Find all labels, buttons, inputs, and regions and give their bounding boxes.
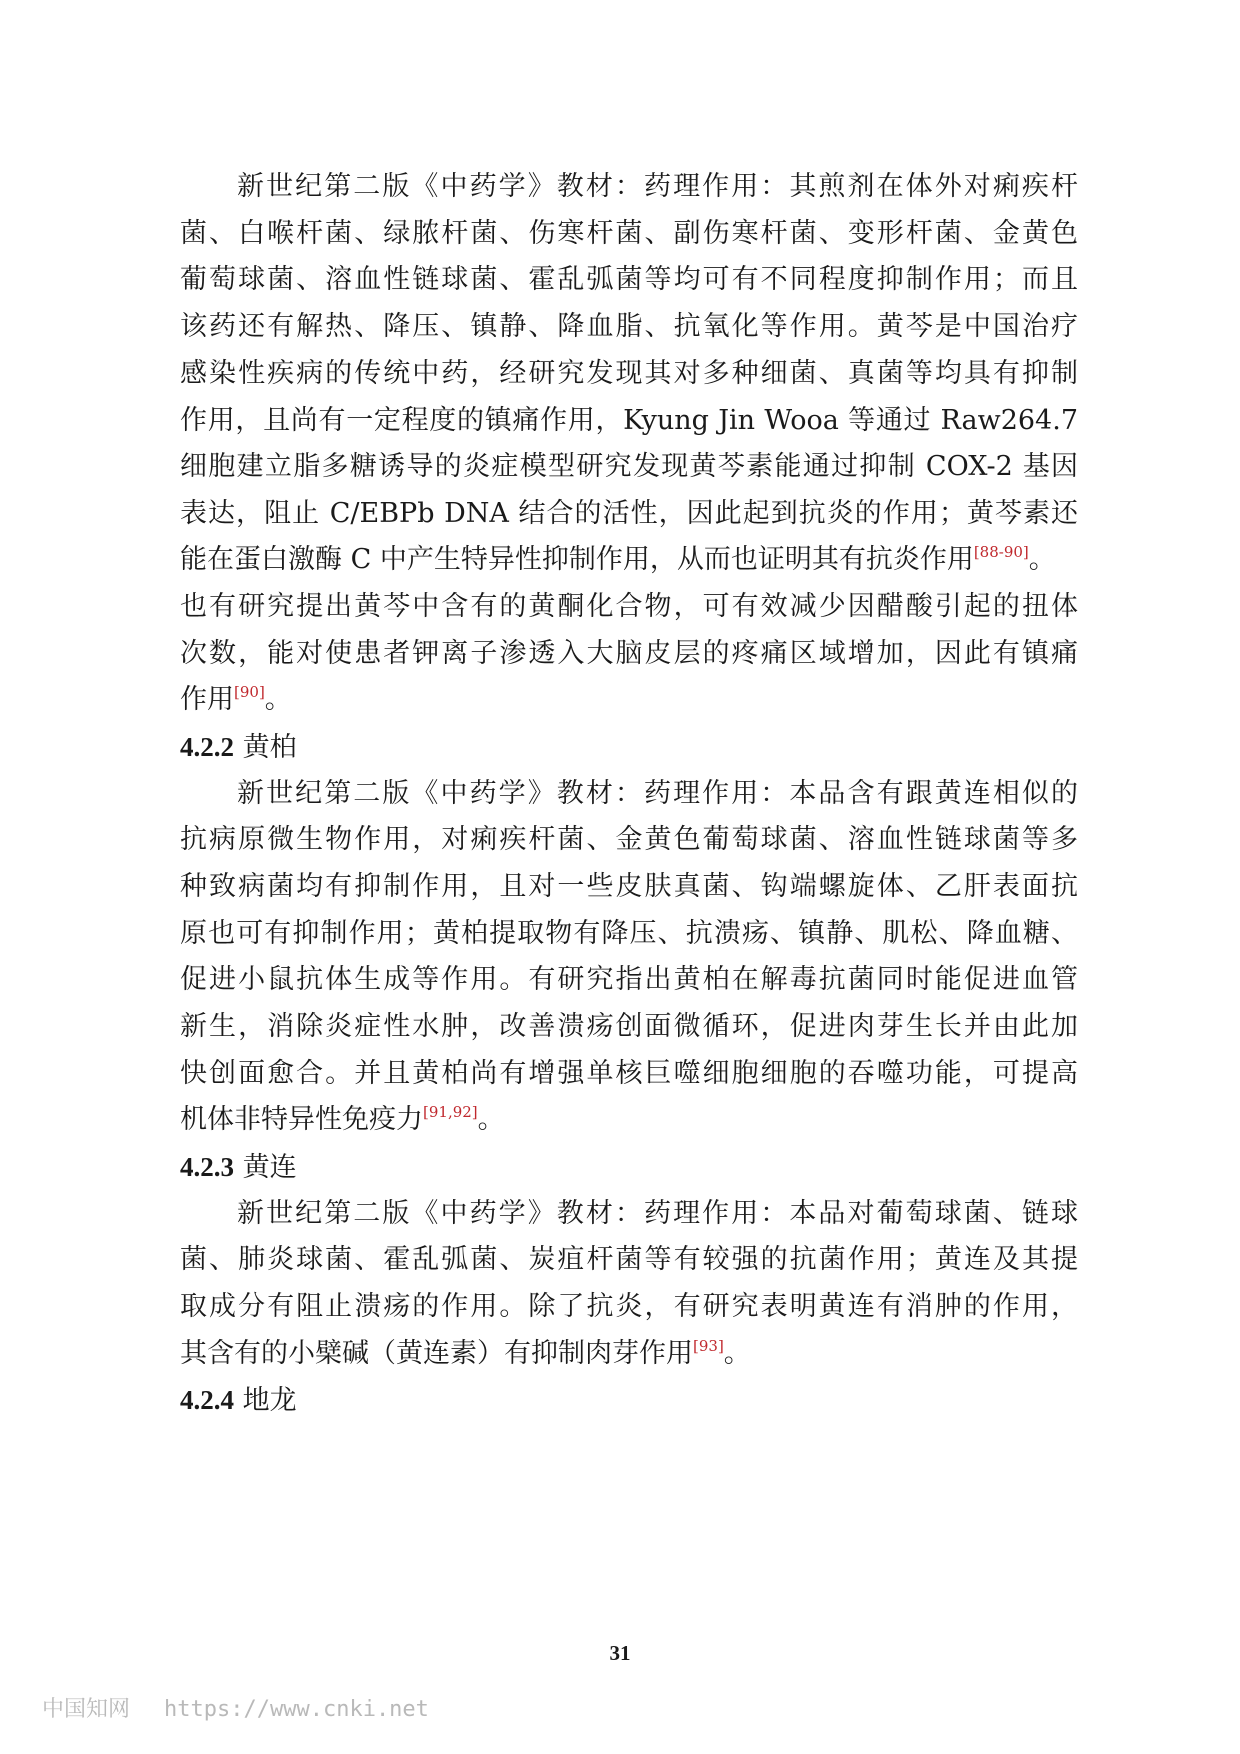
paragraph-line: 抗病原微生物作用，对痢疾杆菌、金黄色葡萄球菌、溶血性链球菌等多	[180, 824, 1078, 855]
paragraph-line: 种致病菌均有抑制作用，且对一些皮肤真菌、钩端螺旋体、乙肝表面抗	[180, 871, 1078, 902]
paragraph-line: 表达，阻止 C/EBPb DNA 结合的活性，因此起到抗炎的作用；黄芩素还	[180, 498, 1078, 529]
paragraph-line	[180, 1102, 1078, 1141]
paragraph-line: 次数，能对使患者钾离子渗透入大脑皮层的疼痛区域增加，因此有镇痛	[180, 638, 1078, 669]
paragraph-line: 快创面愈合。并且黄柏尚有增强单核巨噬细胞细胞的吞噬功能，可提高	[180, 1058, 1078, 1089]
paragraph-line: 新世纪第二版《中药学》教材：药理作用：其煎剂在体外对痢疾杆	[237, 171, 1078, 202]
citation-link[interactable]: [91,92]	[423, 1103, 478, 1121]
paragraph-line	[180, 682, 1078, 721]
watermark-brand: 中国知网	[42, 1697, 131, 1722]
sentence-text: 机体非特异性免疫力	[180, 1104, 423, 1135]
section-heading	[180, 729, 1078, 766]
section-title: 地龙	[242, 1385, 297, 1416]
paragraph-line	[180, 542, 1078, 581]
section-heading	[180, 1382, 1078, 1419]
section-number: 4.2.2	[180, 732, 234, 762]
section-number: 4.2.3	[180, 1152, 234, 1182]
sentence-end: 。	[477, 1104, 505, 1135]
section-heading	[180, 1149, 1078, 1186]
cnki-watermark	[42, 1692, 429, 1723]
sentence-end: 。	[1028, 544, 1056, 575]
sentence-end: 。	[723, 1338, 751, 1369]
citation-link[interactable]: [90]	[234, 683, 265, 701]
section-number: 4.2.4	[180, 1385, 234, 1415]
citation-link[interactable]: [93]	[693, 1337, 724, 1355]
paragraph-line: 原也可有抑制作用；黄柏提取物有降压、抗溃疡、镇静、肌松、降血糖、	[180, 918, 1078, 949]
sentence-end: 。	[264, 684, 292, 715]
section-title: 黄柏	[242, 732, 297, 763]
paragraph-line: 该药还有解热、降压、镇静、降血脂、抗氧化等作用。黄芩是中国治疗	[180, 311, 1078, 342]
paragraph-line: 菌、肺炎球菌、霍乱弧菌、炭疽杆菌等有较强的抗菌作用；黄连及其提	[180, 1244, 1078, 1275]
paragraph-line	[180, 1336, 1078, 1375]
sentence-text: 能在蛋白激酶 C 中产生特异性抑制作用，从而也证明其有抗炎作用	[180, 544, 974, 575]
page-number: 31	[609, 1641, 631, 1665]
paragraph-line: 促进小鼠抗体生成等作用。有研究指出黄柏在解毒抗菌同时能促进血管	[180, 964, 1078, 995]
paragraph-line: 葡萄球菌、溶血性链球菌、霍乱弧菌等均可有不同程度抑制作用；而且	[180, 264, 1078, 295]
paragraph-line: 感染性疾病的传统中药，经研究发现其对多种细菌、真菌等均具有抑制	[180, 358, 1078, 389]
paragraph-line: 新世纪第二版《中药学》教材：药理作用：本品对葡萄球菌、链球	[237, 1198, 1078, 1229]
section-title: 黄连	[242, 1152, 297, 1183]
watermark-url[interactable]: https://www.cnki.net	[164, 1697, 429, 1722]
paragraph-line: 新生，消除炎症性水肿，改善溃疡创面微循环，促进肉芽生长并由此加	[180, 1011, 1078, 1042]
paragraph-line: 细胞建立脂多糖诱导的炎症模型研究发现黄芩素能通过抑制 COX-2 基因	[180, 451, 1078, 482]
paragraph-line: 菌、白喉杆菌、绿脓杆菌、伤寒杆菌、副伤寒杆菌、变形杆菌、金黄色	[180, 218, 1078, 249]
citation-link[interactable]: [88-90]	[973, 543, 1029, 561]
paragraph-line: 取成分有阻止溃疡的作用。除了抗炎，有研究表明黄连有消肿的作用，	[180, 1291, 1078, 1322]
paragraph-line: 也有研究提出黄芩中含有的黄酮化合物，可有效减少因醋酸引起的扭体	[180, 591, 1078, 622]
paragraph-line: 作用，且尚有一定程度的镇痛作用，Kyung Jin Wooa 等通过 Raw264.7	[180, 405, 1078, 436]
paragraph-line: 新世纪第二版《中药学》教材：药理作用：本品含有跟黄连相似的	[237, 778, 1078, 809]
sentence-text: 作用	[180, 684, 234, 715]
sentence-text: 其含有的小檗碱（黄连素）有抑制肉芽作用	[180, 1338, 693, 1369]
